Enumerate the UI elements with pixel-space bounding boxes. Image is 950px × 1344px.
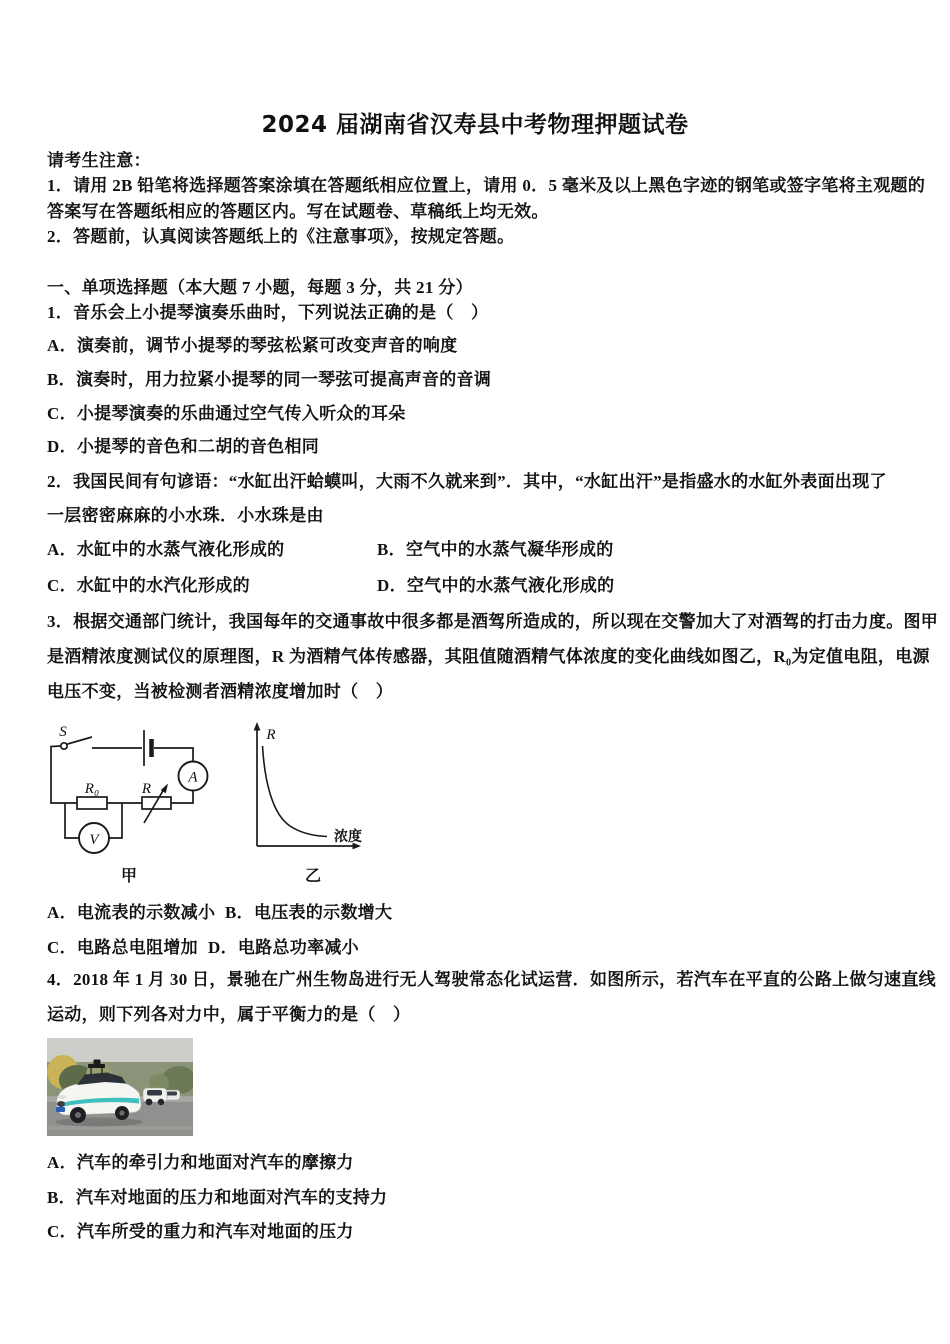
caption-yi: 乙 [304,866,322,885]
q1-option-c: C．小提琴演奏的乐曲通过空气传入听众的耳朵 [47,404,406,423]
q4-option-b: B．汽车对地面的压力和地面对汽车的支持力 [47,1188,388,1207]
q1-option-a: A．演奏前，调节小提琴的琴弦松紧可改变声音的响度 [47,336,458,355]
headlight [58,1095,67,1099]
arrowhead [254,722,261,731]
q3-option-b: B．电压表的示数增大 [225,903,393,922]
section1-heading: 一、单项选择题（本大题 7 小题，每题 3 分，共 21 分） [47,278,473,297]
fixed-resistor-box [77,797,107,809]
notice-heading: 请考生注意： [47,151,151,170]
rear-hub [119,1110,124,1115]
q3-option-c: C．电路总电阻增加 [47,938,198,957]
q2-stem-line1: 2．我国民间有句谚语：“水缸出汗蛤蟆叫，大雨不久就来到”．其中，“水缸出汗”是指盛水的水缸外表面出现了 [47,472,887,491]
wire [51,746,77,803]
q2-option-b: B．空气中的水蒸气凝华形成的 [377,540,614,559]
q3-stem-line1: 3．根据交通部门统计，我国每年的交通事故中很多都是酒驾所造成的，所以现在交警加大了对酒驾的打击力度。图甲 [47,612,939,631]
license-plate [56,1107,65,1112]
resistance-vs-concentration-curve [263,746,328,837]
circuit-and-graph-diagram [47,718,377,890]
q4-stem-line2: 运动，则下列各对力中，属于平衡力的是（ ） [47,1005,411,1024]
q3-figure [47,718,377,890]
q3-stem-line3: 电压不变，当被检测者酒精浓度增加时（ ） [47,682,393,701]
q2-option-a: A．水缸中的水蒸气液化形成的 [47,540,285,559]
car-shadow [55,1118,143,1127]
front-hub [75,1112,81,1118]
notice-line-2: 答案写在答题纸相应的答题区内。写在试题卷、草稿纸上均无效。 [47,202,549,221]
road-reflection [47,1126,193,1130]
wire [154,748,193,762]
wire [171,791,193,804]
q2-option-d: D．空气中的水蒸气液化形成的 [377,576,615,595]
voltmeter-label: V [89,832,99,848]
q1-stem: 1．音乐会上小提琴演奏乐曲时，下列说法正确的是（ ） [47,303,489,322]
q3-option-d: D．电路总功率减小 [208,938,359,957]
page-title: 2024 届湖南省汉寿县中考物理押题试卷 [261,112,689,138]
self-driving-cars-photo [47,1038,193,1136]
fixed-resistor-label: R₀ [84,781,100,797]
q2-stem-line2: 一层密密麻麻的小水珠．小水珠是由 [47,506,324,525]
notice-line-3: 2．答题前，认真阅读答题纸上的《注意事项》，按规定答题。 [47,227,515,246]
wire [109,803,122,838]
q1-option-d: D．小提琴的音色和二胡的音色相同 [47,437,320,456]
q2-option-c: C．水缸中的水汽化形成的 [47,576,250,595]
graph-y-axis-label: R [266,727,276,743]
caption-jia: 甲 [120,866,138,885]
notice-line-1: 1．请用 2B 铅笔将选择题答案涂填在答题纸相应位置上，请用 0．5 毫米及以上黑色字迹的钢笔或签字笔将主观题的 [47,176,926,195]
q4-stem-line1: 4．2018 年 1 月 30 日，景驰在广州生物岛进行无人驾驶常态化试运营．如图所示，若汽车在平直的公路上做匀速直线 [47,970,936,989]
ammeter-label: A [188,769,198,786]
sensor-resistor-label: R [141,781,151,797]
grille [57,1101,65,1107]
q3-option-a: A．电流表的示数减小 [47,903,216,922]
q4-option-a: A．汽车的牵引力和地面对汽车的摩擦力 [47,1153,354,1172]
switch-label: S [59,724,67,740]
graph-x-axis-label: 浓度 [334,829,362,845]
switch-icon [61,743,67,749]
q1-option-b: B．演奏时，用力拉紧小提琴的同一琴弦可提高声音的音调 [47,370,492,389]
lidar-sensor-icon [94,1060,101,1066]
q3-stem-line2: 是酒精浓度测试仪的原理图，R 为酒精气体传感器，其阻值随酒精气体浓度的变化曲线如图乙，R₀为定值电阻，电源 [47,647,930,666]
q4-photo [47,1038,193,1136]
switch-lever [68,737,93,744]
q4-option-c: C．汽车所受的重力和汽车对地面的压力 [47,1222,354,1241]
